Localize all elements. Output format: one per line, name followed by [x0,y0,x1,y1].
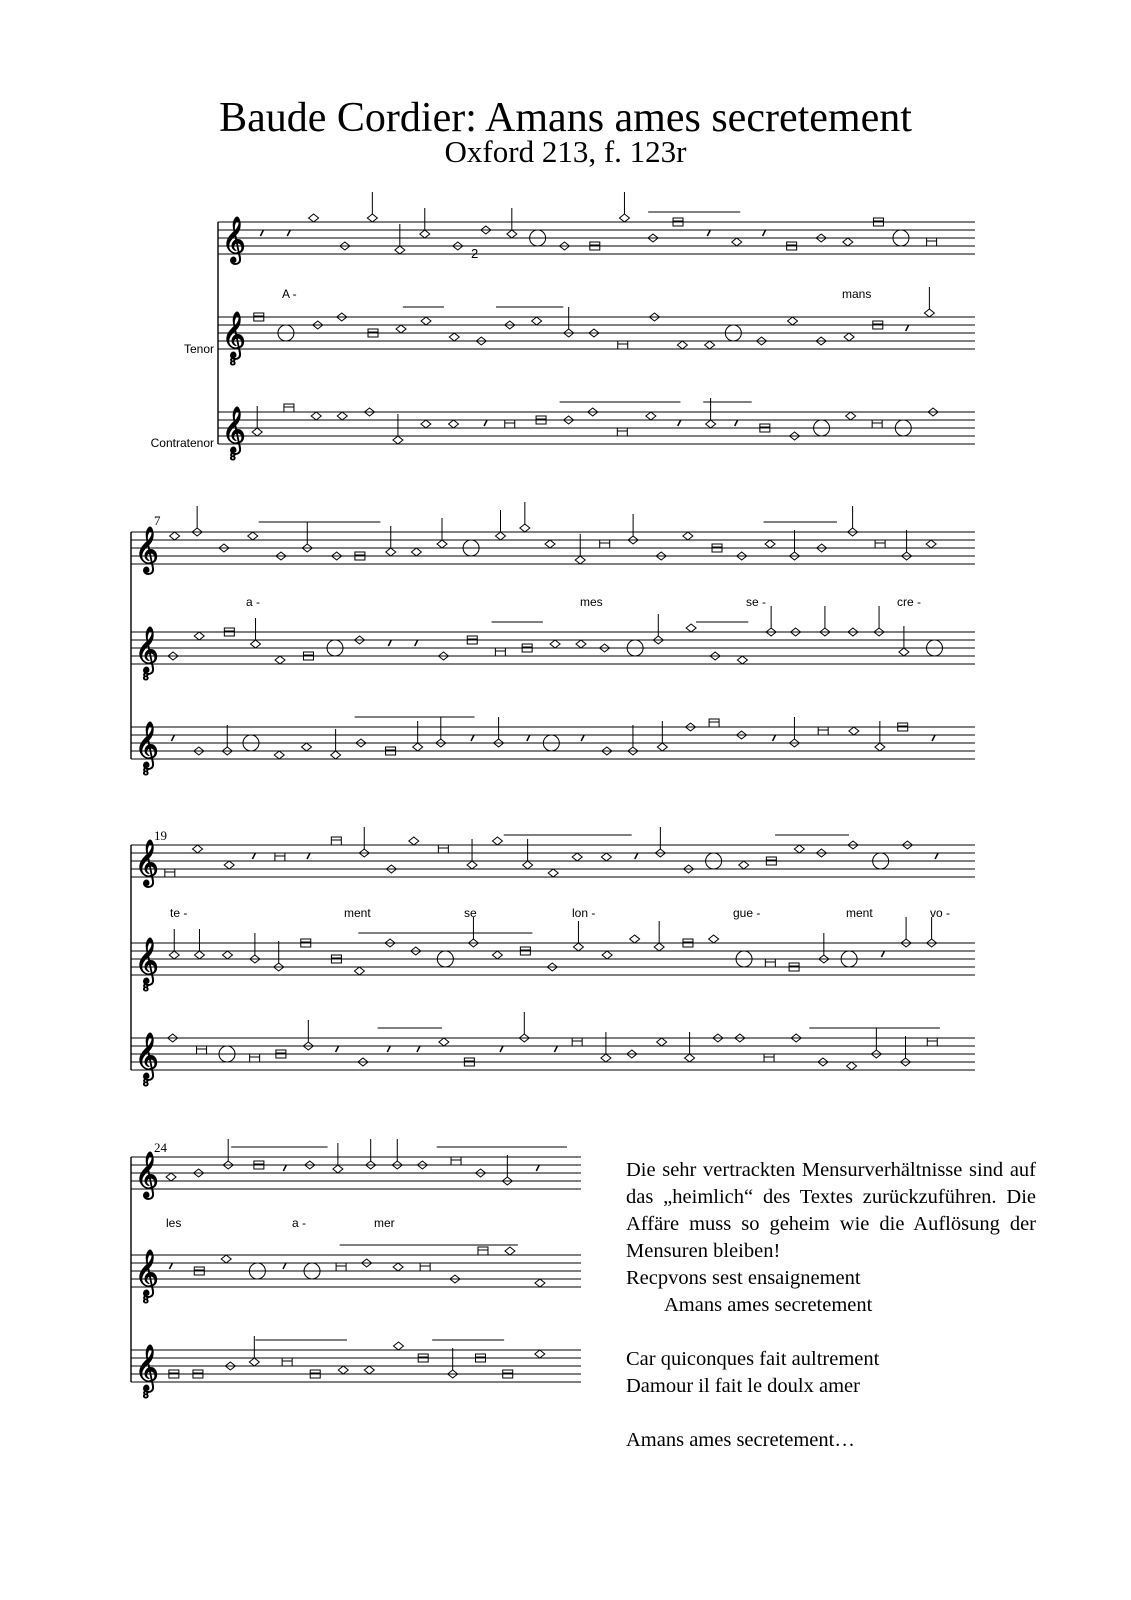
note-head [576,640,586,648]
poem-line: Damour il fait le doulx amer [626,1375,860,1397]
note-head [657,1038,667,1046]
rest [252,853,255,859]
poem-line: Amans ames secretement… [626,1429,855,1451]
note-head [765,540,775,548]
treble-clef-icon: 𝄞 [135,1152,159,1198]
lyric-syllable: vo - [930,906,951,920]
rest [500,1046,503,1052]
octave-mark: 8 [143,983,149,994]
note-head [420,230,430,238]
note-head [395,246,405,254]
measure-number: 19 [154,828,167,843]
note-head [535,1279,545,1287]
measure-number: 7 [154,513,161,528]
treble-clef-icon: 𝄞 [135,840,159,886]
lyric-syllable: lon - [572,906,596,920]
treble-clef-icon: 𝄞 [222,312,246,358]
rest [471,735,474,741]
page-subtitle: Oxford 213, f. 123r [444,134,687,169]
treble-clef-icon: 𝄞 [135,1033,159,1079]
rest [283,1263,286,1269]
note-head [924,309,934,317]
note-head [545,540,555,548]
rest [554,1046,557,1052]
rest [635,853,638,859]
note-head [439,1038,449,1046]
breve-note [505,420,515,428]
note-head [573,943,583,951]
lyric-syllable: se - [746,595,767,609]
breve-note [927,238,937,246]
note-head [492,951,502,959]
note-head [535,1350,545,1358]
note-head [685,1054,695,1062]
lyric-syllable: cre - [897,595,921,609]
note-head [194,951,204,959]
note-head [532,317,542,325]
note-head [507,230,517,238]
breve-note [600,540,610,548]
note-head [843,238,853,246]
breve-note [331,837,341,845]
note-head [222,951,232,959]
note-head [847,1062,857,1070]
note-head [550,640,560,648]
note-head [252,428,262,436]
commentary-text: Die sehr vertrackten Mensurverhältnisse sind auf das „heimlich“ des Textes zurückzuführen. Die Affäre muss so geheim wie die Auflösung der Mensuren bleiben! [626,1159,1036,1262]
note-head [194,632,204,640]
voice-label-contratenor: Contratenor [150,436,214,450]
rest [536,1165,539,1171]
rest [735,420,738,426]
note-head [467,861,477,869]
breve-note [420,1263,430,1271]
note-head [875,743,885,751]
breve-note [336,1263,346,1271]
note-head [364,1366,374,1374]
lyric-syllable: A - [282,287,297,301]
poem-line: Car quiconques fait aultrement [626,1348,880,1370]
note-head [354,967,364,975]
note-head [386,548,396,556]
rest [881,951,884,957]
note-head [309,214,319,222]
note-head [737,656,747,664]
breve-note [495,648,505,656]
note-head [602,951,612,959]
rest [287,230,290,236]
rest [417,1046,420,1052]
note-head [411,548,421,556]
note-head [849,727,859,735]
note-head [794,845,804,853]
note-head [393,436,403,444]
note-head [274,751,284,759]
rest [387,1046,390,1052]
note-head [686,624,696,632]
lyric-syllable: gue - [733,906,761,920]
note-head [899,648,909,656]
note-head [706,420,716,428]
note-head [601,1054,611,1062]
treble-clef-icon: 𝄞 [135,627,159,673]
note-head [844,333,854,341]
note-head [437,540,447,548]
breve-note [438,845,448,853]
rest [336,1046,339,1052]
note-head [333,1165,343,1173]
treble-clef-icon: 𝄞 [135,527,159,573]
note-head [393,1342,403,1350]
note-head [601,853,611,861]
note-head [572,853,582,861]
note-head [302,743,312,751]
breve-note [275,853,285,861]
note-head [505,1247,515,1255]
treble-clef-icon: 𝄞 [135,938,159,984]
measure-number: 24 [154,1140,167,1155]
breve-note [478,1247,488,1255]
note-head [548,869,558,877]
note-head [409,837,419,845]
octave-mark: 8 [143,1390,149,1401]
breve-note [618,341,628,349]
note-head [248,532,258,540]
note-head [619,214,629,222]
tuplet-number: 2 [471,246,479,261]
note-head [788,317,798,325]
lyric-syllable: mer [374,1216,395,1230]
note-head [393,1263,403,1271]
breve-note [818,727,828,735]
poem-line: Amans ames secretement [664,1294,873,1316]
lyric-syllable: te - [170,906,188,920]
treble-clef-icon: 𝄞 [135,722,159,768]
breve-note [282,1358,292,1366]
note-head [846,412,856,420]
rest [707,230,710,236]
note-head [739,861,749,869]
note-head [275,656,285,664]
note-head [169,951,179,959]
lyric-syllable: mes [580,595,603,609]
octave-mark: 8 [143,767,149,778]
note-head [367,214,377,222]
rest [484,420,487,426]
note-head [449,420,459,428]
treble-clef-icon: 𝄞 [135,1345,159,1391]
note-head [421,317,431,325]
treble-clef-icon: 𝄞 [222,217,246,263]
note-head [732,238,742,246]
breve-note [617,428,627,436]
rest [773,735,776,741]
rest [283,1165,286,1171]
note-head [337,412,347,420]
breve-note [927,1038,937,1046]
lyric-syllable: mans [842,287,872,301]
note-head [705,341,715,349]
breve-note [165,869,175,877]
breve-note [764,1054,774,1062]
rest [935,853,938,859]
rest [906,325,909,331]
rest [307,853,310,859]
note-head [677,341,687,349]
lyric-syllable: a - [292,1216,307,1230]
note-head [331,751,341,759]
rest [678,420,681,426]
breve-note [250,1054,260,1062]
voice-label-tenor: Tenor [183,342,214,356]
note-head [413,743,423,751]
note-head [520,524,530,532]
note-head [421,420,431,428]
note-head [683,532,693,540]
note-head [657,743,667,751]
note-head [496,532,506,540]
octave-mark: 8 [143,1295,149,1306]
note-head [449,333,459,341]
octave-mark: 8 [230,452,236,463]
note-head [311,412,321,420]
note-head [654,943,664,951]
rest [581,735,584,741]
note-head [193,845,203,853]
lyric-syllable: les [166,1216,182,1230]
note-head [170,532,180,540]
breve-note [872,420,882,428]
breve-note [709,719,719,727]
rest [415,640,418,646]
lyric-syllable: ment [846,906,873,920]
rest [260,230,263,236]
note-head [523,861,533,869]
poem-line: Recpvons sest ensaignement [626,1267,861,1289]
lyric-syllable: ment [344,906,371,920]
rest [169,1263,172,1269]
poem-stanza [626,1265,872,1319]
octave-mark: 8 [143,1078,149,1089]
lyric-syllable: a - [246,595,261,609]
note-head [492,837,502,845]
breve-note [875,540,885,548]
treble-clef-icon: 𝄞 [135,1250,159,1296]
rest [932,735,935,741]
breve-note [197,1046,207,1054]
note-head [249,1358,259,1366]
rest [171,735,174,741]
note-head [926,540,936,548]
breve-note [451,1157,461,1165]
note-head [166,1173,176,1181]
note-head [338,1366,348,1374]
treble-clef-icon: 𝄞 [222,407,246,453]
rest [527,735,530,741]
note-head [251,640,261,648]
note-head [575,556,585,564]
poem-stanza [626,1346,879,1400]
page-title: Baude Cordier: Amans ames secretement [219,95,912,141]
octave-mark: 8 [143,672,149,683]
lyric-syllable: se [464,906,477,920]
note-head [630,935,640,943]
breve-note [284,404,294,412]
rest [763,230,766,236]
rest [388,640,391,646]
note-head [709,935,719,943]
octave-mark: 8 [230,357,236,368]
note-head [224,861,234,869]
note-head [396,325,406,333]
poem-stanza [626,1427,855,1454]
breve-note [572,1038,582,1046]
note-head [221,1255,231,1263]
note-head [646,412,656,420]
breve-note [765,959,775,967]
